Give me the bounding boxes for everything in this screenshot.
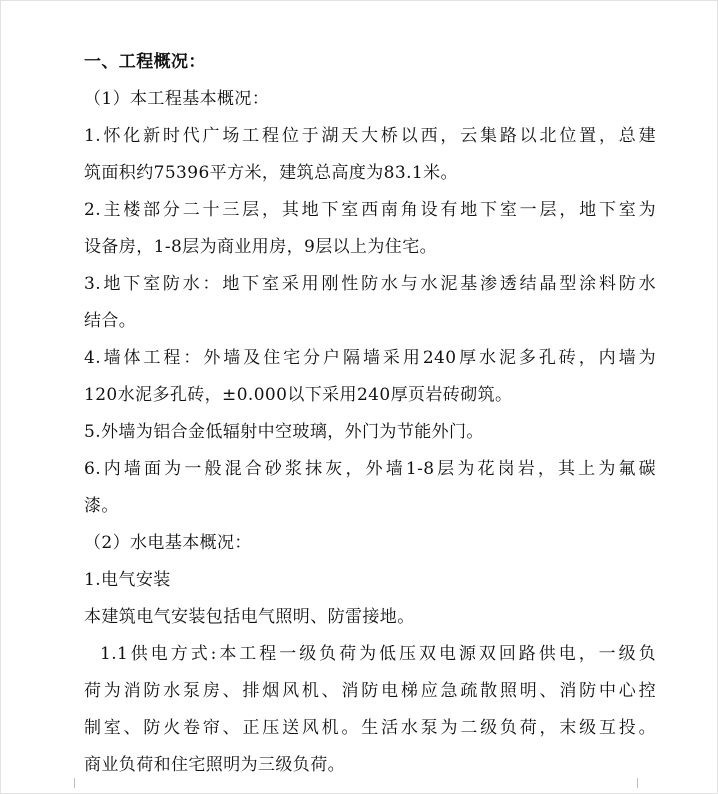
subsection-title-1: （1）本工程基本概况： bbox=[84, 89, 270, 109]
paragraph-line: 2.主楼部分二十三层，其地下室西南角设有地下室一层，地下室为 bbox=[84, 200, 656, 220]
power-line: 商业负荷和住宅照明为三级负荷。 bbox=[84, 755, 345, 775]
paragraph-line: 4.墙体工程：外墙及住宅分户隔墙采用240厚水泥多孔砖，内墙为 bbox=[84, 348, 656, 368]
page-corner-mark-left bbox=[64, 778, 75, 788]
paragraph-line: 120水泥多孔砖，±0.000以下采用240厚页岩砖砌筑。 bbox=[84, 385, 513, 405]
page-corner-mark-right bbox=[637, 778, 648, 788]
paragraph-line: 5.外墙为铝合金低辐射中空玻璃，外门为节能外门。 bbox=[84, 422, 484, 442]
section-heading: 一、工程概况： bbox=[84, 52, 206, 72]
power-line: 制室、防火卷帘、正压送风机。生活水泵为二级负荷，末级互投。 bbox=[84, 718, 656, 738]
document-body bbox=[84, 44, 656, 784]
paragraph-line: 筑面积约75396平方米，建筑总高度为83.1米。 bbox=[84, 163, 458, 183]
electrical-title: 1.电气安装 bbox=[84, 570, 171, 590]
paragraph-line: 设备房，1-8层为商业用房，9层以上为住宅。 bbox=[84, 237, 437, 257]
power-line: 1.1供电方式:本工程一级负荷为低压双电源双回路供电，一级负 bbox=[100, 644, 656, 664]
paragraph-line: 6.内墙面为一般混合砂浆抹灰，外墙1-8层为花岗岩，其上为氟碳 bbox=[84, 459, 656, 479]
paragraph-line: 1.怀化新时代广场工程位于湖天大桥以西，云集路以北位置，总建 bbox=[84, 126, 656, 146]
paragraph-line: 结合。 bbox=[84, 311, 137, 331]
power-line: 荷为消防水泵房、排烟风机、消防电梯应急疏散照明、消防中心控 bbox=[84, 681, 656, 701]
paragraph-line: 漆。 bbox=[84, 496, 119, 516]
paragraph-line: 3.地下室防水：地下室采用刚性防水与水泥基渗透结晶型涂料防水 bbox=[84, 274, 656, 294]
electrical-intro: 本建筑电气安装包括电气照明、防雷接地。 bbox=[84, 607, 415, 627]
subsection-title-2: （2）水电基本概况： bbox=[84, 533, 252, 553]
